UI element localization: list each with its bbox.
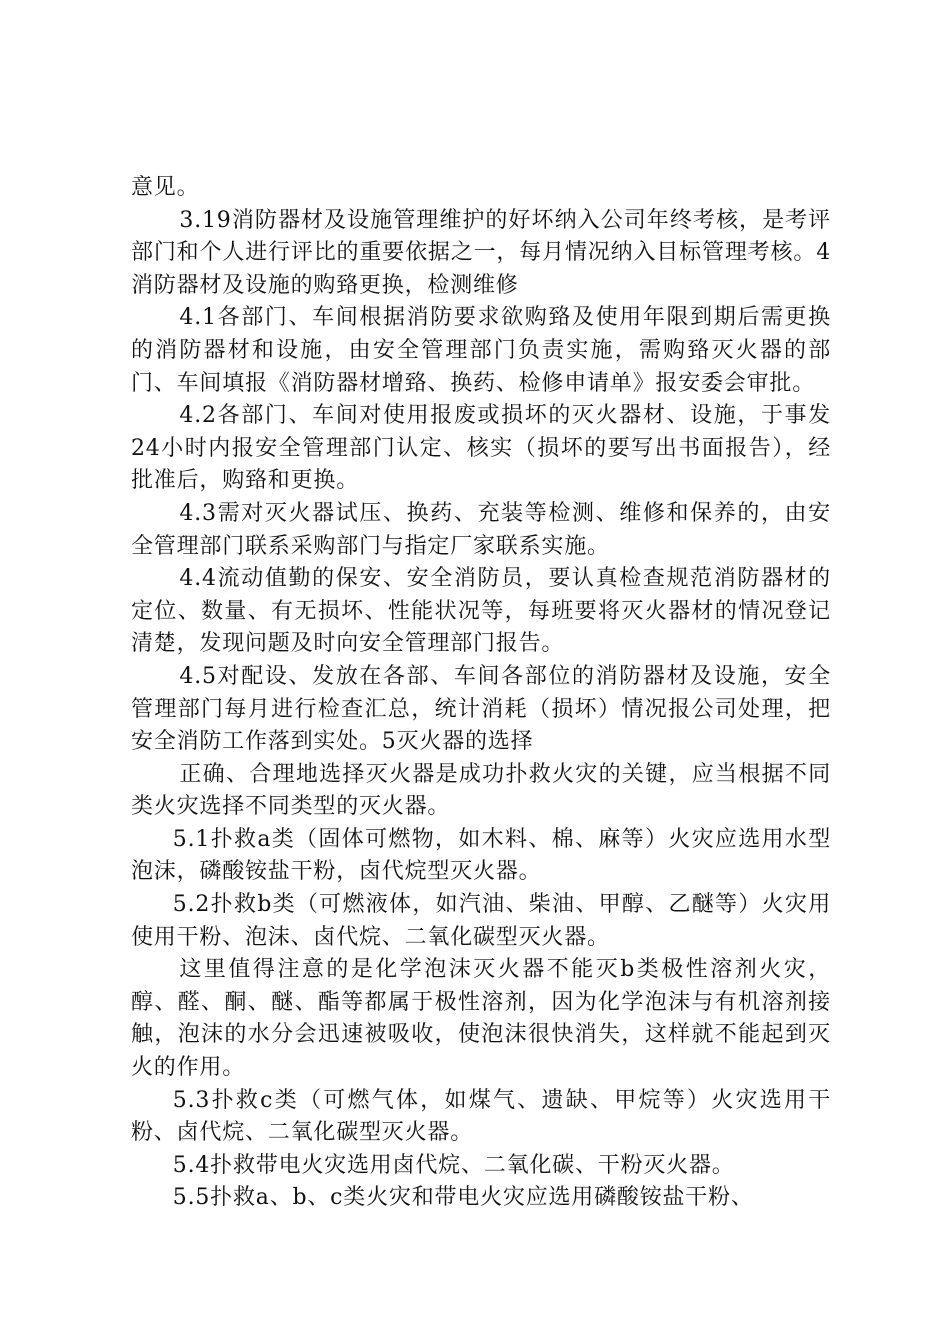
paragraph-4-5: 4.5对配设、发放在各部、车间各部位的消防器材及设施，安全管理部门每月进行检查汇总，统计消耗（损坏）情况报公司处理，把安全消防工作落到实处。5灭火器的选择 bbox=[131, 663, 831, 755]
paragraph-5-4: 5.4扑救带电火灾选用卤代烷、二氧化碳、干粉灭火器。 bbox=[172, 1152, 735, 1178]
paragraph-3-19: 3.19消防器材及设施管理维护的好坏纳入公司年终考核，是考评部门和个人进行评比的重要依据之一，每月情况纳入目标管理考核。4消防器材及设施的购臵更换，检测维修 bbox=[131, 207, 831, 298]
paragraph-5-5: 5.5扑救a、b、c类火灾和带电火灾应选用磷酸铵盐干粉、 bbox=[172, 1185, 754, 1211]
paragraph-4-4: 4.4流动值勤的保安、安全消防员，要认真检查规范消防器材的定位、数量、有无损坏、性能状况等，每班要将灭火器材的情况登记清楚，发现问题及时向安全管理部门报告。 bbox=[131, 566, 831, 657]
paragraph-4-2: 4.2各部门、车间对使用报废或损坏的灭火器材、设施，于事发24小时内报安全管理部门认定、核实（损坏的要写出书面报告），经批准后，购臵和更换。 bbox=[131, 403, 831, 494]
paragraph-continuation: 意见。 bbox=[131, 175, 200, 200]
paragraph-5-2: 5.2扑救b类（可燃液体，如汽油、柴油、甲醇、乙醚等）火灾用使用干粉、泡沫、卤代烷、二氧化碳型灭火器。 bbox=[131, 892, 831, 950]
paragraph-note: 这里值得注意的是化学泡沫灭火器不能灭b类极性溶剂火灾，醇、醛、酮、醚、酯等都属于极性溶剂，因为化学泡沫与有机溶剂接触，泡沫的水分会迅速被吸收，使泡沫很快消失，这样就不能起到灭火的作用。 bbox=[131, 957, 831, 1081]
paragraph-5-1: 5.1扑救a类（固体可燃物，如木料、棉、麻等）火灾应选用水型泡沫，磷酸铵盐干粉，卤代烷型灭火器。 bbox=[131, 826, 831, 885]
paragraph-4-3: 4.3需对灭火器试压、换药、充装等检测、维修和保养的，由安全管理部门联系采购部门与指定厂家联系实施。 bbox=[131, 500, 831, 559]
paragraph-4-1: 4.1各部门、车间根据消防要求欲购臵及使用年限到期后需更换的消防器材和设施，由安全管理部门负责实施，需购臵灭火器的部门、车间填报《消防器材增臵、换药、检修申请单》报安委会审批。 bbox=[131, 305, 831, 396]
document-body bbox=[131, 172, 831, 1215]
paragraph-5-intro: 正确、合理地选择灭火器是成功扑救火灾的关键，应当根据不同类火灾选择不同类型的灭火器。 bbox=[131, 761, 831, 820]
paragraph-5-3: 5.3扑救c类（可燃气体，如煤气、遗缺、甲烷等）火灾选用干粉、卤代烷、二氧化碳型灭火器。 bbox=[131, 1087, 831, 1146]
